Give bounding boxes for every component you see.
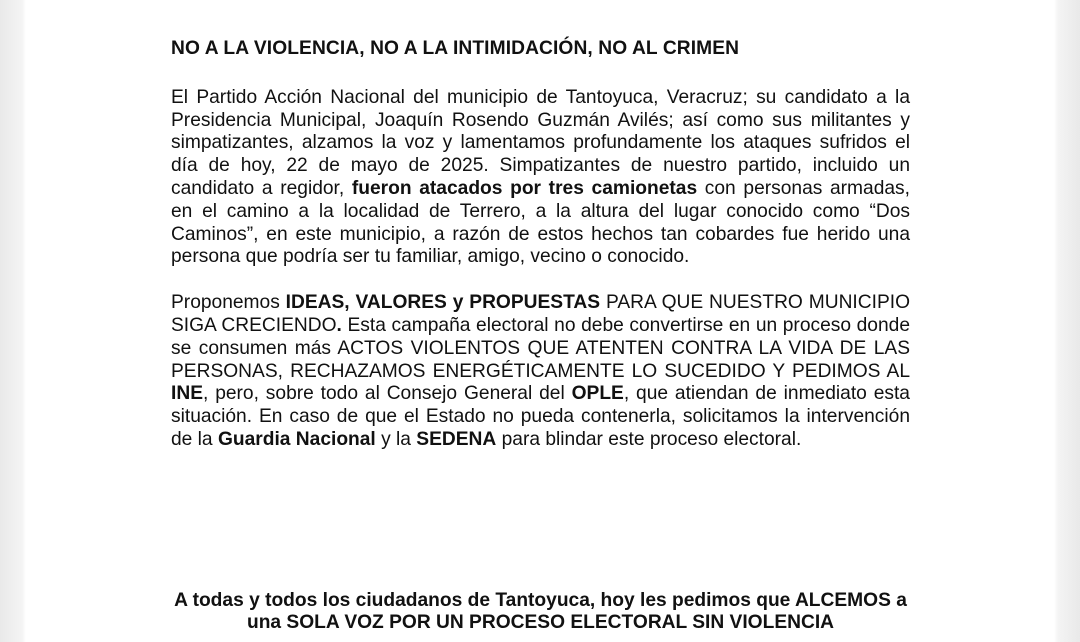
paragraph-2-bold-f: SEDENA [416,428,497,450]
paragraph-2-bold-b: . [336,314,342,336]
paragraph-2-text-g: para blindar este proceso electoral. [496,428,802,450]
document-body [171,38,910,452]
document-title: NO A LA VIOLENCIA, NO A LA INTIMIDACIÓN, NO AL CRIMEN [171,38,740,59]
paragraph-2-text-d: , pero, sobre todo al Consejo General del [203,383,572,405]
closing-appeal: A todas y todos los ciudadanos de Tantoyuca, hoy les pedimos que ALCEMOS a una SOLA VOZ POR UN PROCESO ELECTORAL SIN VIOLENCIA [174,590,907,633]
paragraph-2-text-a: Proponemos [171,292,286,314]
paragraph-proposals [171,292,910,452]
paragraph-2-bold-c: INE [171,383,203,405]
paragraph-attack-report [171,87,910,269]
paragraph-2-text-f: y la [375,428,417,450]
paragraph-1-bold-a: fueron atacados por tres camionetas [351,177,698,199]
paragraph-1-text-a: El Partido Acción Nacional del municipio de Tantoyuca, Veracruz; su candidato a la Presidencia Municipal, Joaquín Rosendo Guzmán Avilés; así como sus militantes y simpatizantes, alzamos la voz y lamentamos profundamente los ataques sufridos el día de hoy, 22 de mayo de 2025. Simpatizantes de nuestro partido, incluido un candidato a regidor, [171,86,910,199]
paragraph-1-text-b: con personas armadas, en el camino a la localidad de Terrero, a la altura del lugar conocido como “Dos Caminos”, en este municipio, a razón de estos hechos tan cobardes fue herido una persona que podría ser tu familiar, amigo, vecino o conocido. [171,177,910,268]
paragraph-2-bold-d: OPLE [571,383,624,405]
paragraph-2-bold-a: IDEAS, VALORES y PROPUESTAS [285,292,601,314]
paragraph-2-bold-e: Guardia Nacional [217,428,376,450]
paragraph-2-text-c: Esta campaña electoral no debe convertirse en un proceso donde se consumen más ACTOS VIOLENTOS QUE ATENTEN CONTRA LA VIDA DE LAS PERSONAS, RECHAZAMOS ENERGÉTICAMENTE LO SUCEDIDO Y PEDIMOS AL [171,314,910,382]
paragraph-2-text-e: , que atiendan de inmediato esta situación. En caso de que el Estado no pueda contenerla, solicitamos la intervención de la [171,383,910,450]
paragraph-2-text-b: PARA QUE NUESTRO MUNICIPIO SIGA CRECIENDO [171,292,910,336]
